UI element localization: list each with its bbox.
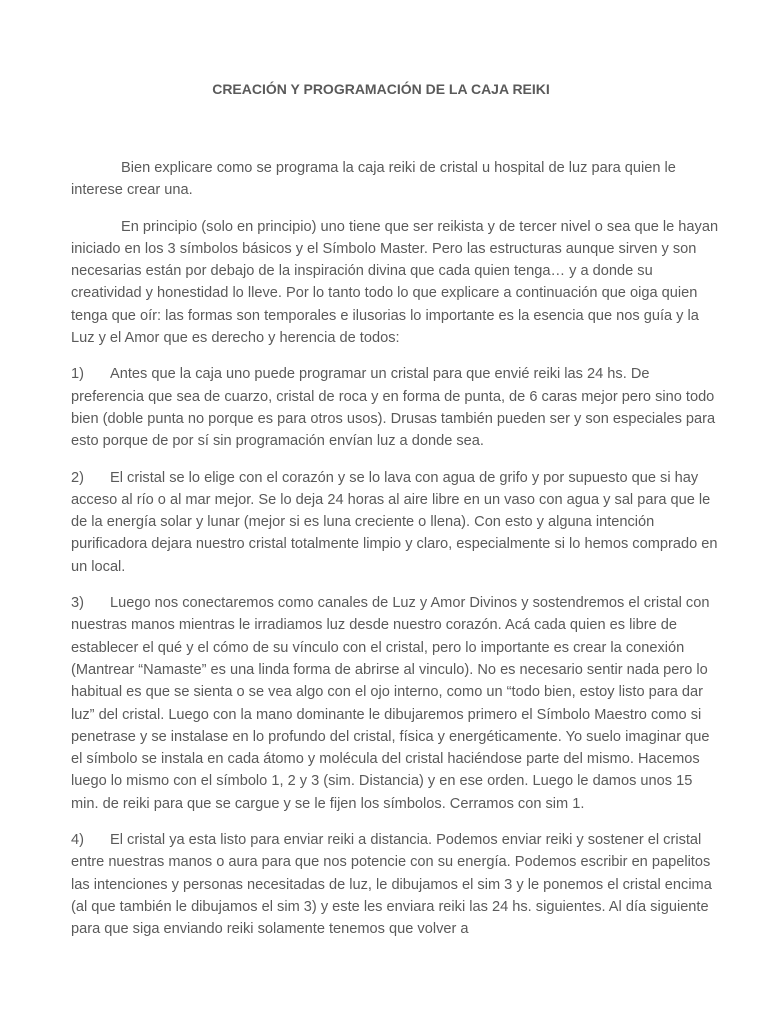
step-text: El cristal ya esta listo para enviar reiki a distancia. Podemos enviar reiki y sostener el cristal entre nuestras manos o aura para que nos potencie con su energía. Podemos escribir en papelitos las intenciones y personas necesitadas de luz, le dibujamos el sim 3 y le ponemos el cristal encima (al que también le dibujamos el sim 3) y este les enviara reiki las 24 hs. siguientes. Al día siguiente para que siga enviando reiki solamente tenemos que volver a bbox=[71, 832, 712, 938]
step-number: 1) bbox=[71, 366, 84, 383]
step-number: 3) bbox=[71, 595, 84, 612]
step-2 bbox=[71, 467, 721, 578]
step-number: 2) bbox=[71, 469, 84, 486]
step-text: Antes que la caja uno puede programar un cristal para que envié reiki las 24 hs. De preferencia que sea de cuarzo, cristal de roca y en forma de punta, de 6 caras mejor pero sino todo bien (doble punta no porque es para otros usos). Drusas también pueden ser y son especiales para esto porque de por sí sin programación envían luz a donde sea. bbox=[71, 366, 716, 450]
step-text: El cristal se lo elige con el corazón y se lo lava con agua de grifo y por supuesto que si hay acceso al río o al mar mejor. Se lo deja 24 horas al aire libre en un vaso con agua y sal para que le de la energía solar y lunar (mejor si es luna creciente o llena). Con esto y alguna intención purificadora dejara nuestro cristal totalmente limpio y claro, especialmente si lo hemos comprado en un local. bbox=[71, 469, 718, 575]
intro-paragraph-1: Bien explicare como se programa la caja reiki de cristal u hospital de luz para quien le interese crear una. bbox=[71, 160, 676, 199]
document-body bbox=[71, 157, 721, 955]
step-text: Luego nos conectaremos como canales de Luz y Amor Divinos y sostendremos el cristal con nuestras manos mientras le irradiamos luz desde nuestro corazón. Acá cada quien es libre de establecer el qué y el cómo de su vínculo con el cristal, pero lo importante es crear la conexión (Mantrear “Namaste” es una linda forma de abrirse al vinculo). No es necesario sentir nada pero lo habitual es que se sienta o se vea algo con el ojo interno, como un “todo bien, estoy listo para dar luz” del cristal. Luego con la mano dominante le dibujaremos primero el Símbolo Maestro como si penetrase y se instalase en lo profundo del cristal, física y energéticamente. Yo suelo imaginar que el símbolo se instala en cada átomo y molécula del cristal haciéndose parte del mismo. Hacemos luego lo mismo con el símbolo 1, 2 y 3 (sim. Distancia) y en ese orden. Luego le damos unos 15 min. de reiki para que se cargue y se le fijen los símbolos. Cerramos con sim 1. bbox=[71, 595, 710, 812]
document-title: CREACIÓN Y PROGRAMACIÓN DE LA CAJA REIKI bbox=[212, 81, 550, 97]
intro-paragraph-2: En principio (solo en principio) uno tiene que ser reikista y de tercer nivel o sea que le hayan iniciado en los 3 símbolos básicos y el Símbolo Master. Pero las estructuras aunque sirven y son necesarias están por debajo de la inspiración divina que cada quien tenga… y a donde su creatividad y honestidad lo lleve. Por lo tanto todo lo que explicare a continuación que oiga quien tenga que oír: las formas son temporales e ilusorias lo importante es la esencia que nos guía y la Luz y el Amor que es derecho y herencia de todos: bbox=[71, 218, 719, 347]
step-number: 4) bbox=[71, 832, 84, 849]
step-4 bbox=[71, 829, 721, 940]
step-3 bbox=[71, 592, 721, 815]
step-1 bbox=[71, 363, 721, 452]
